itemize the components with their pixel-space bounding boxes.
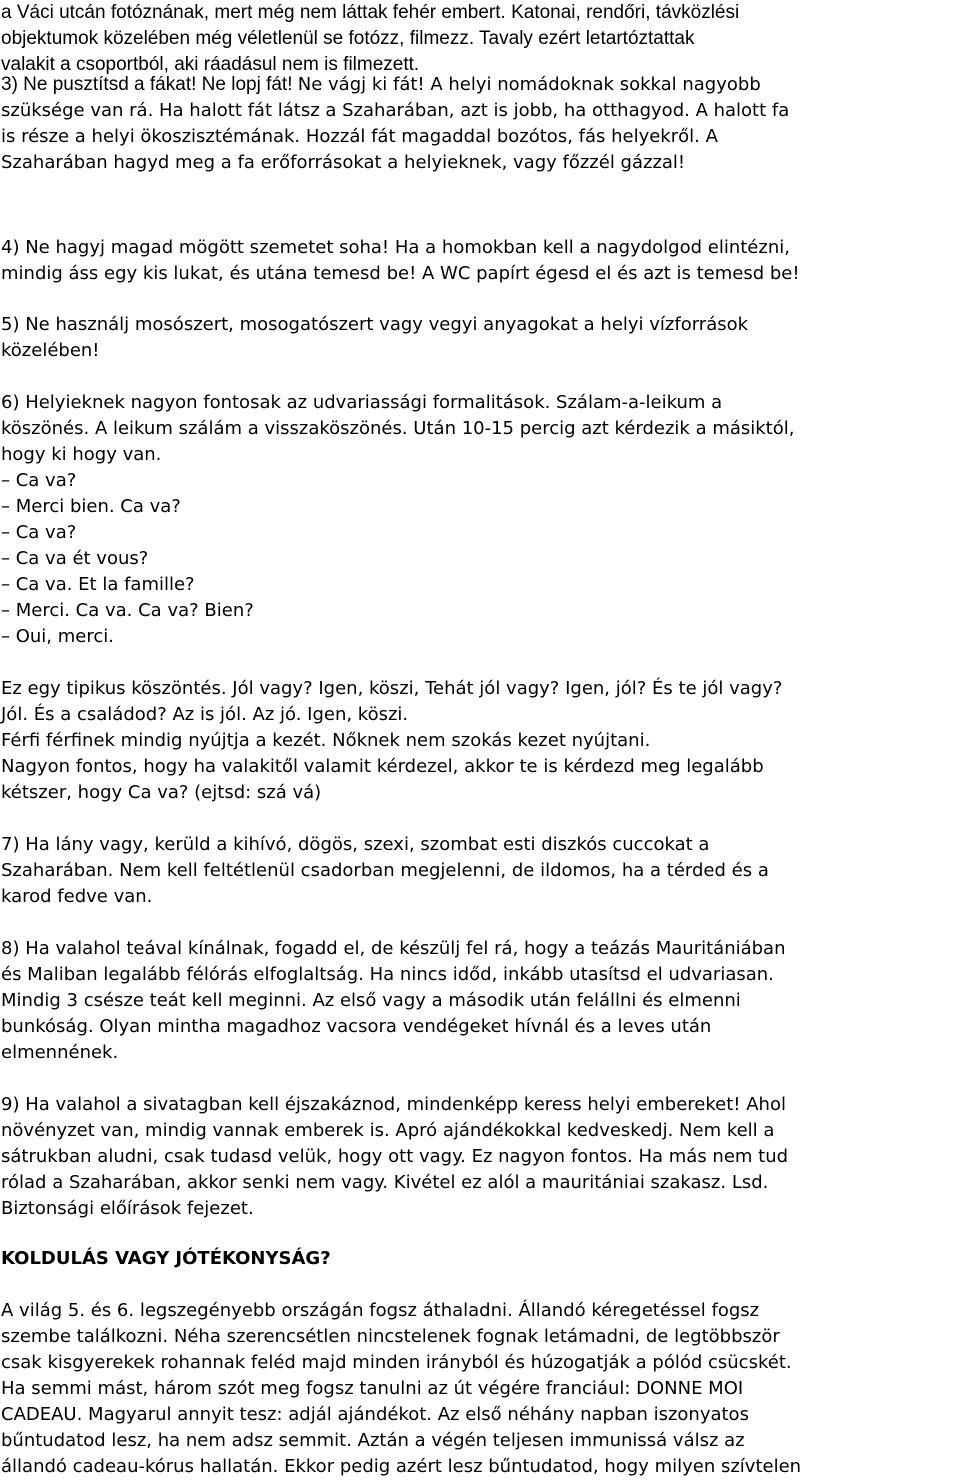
paragraph-rule-9 xyxy=(1,1092,957,1222)
text-line: és Maliban legalább félórás elfoglaltság. Ha nincs időd, inkább utasítsd el udvariasan. xyxy=(1,964,774,985)
dialogue-line: – Ca va? xyxy=(1,522,77,543)
text-line: Nagyon fontos, hogy ha valakitől valamit kérdezel, akkor te is kérdezd meg legalább xyxy=(1,756,764,777)
text-line: állandó cadeau-kórus hallatán. Ekkor pedig azért lesz bűntudatod, hogy milyen szívtelen xyxy=(1,1456,802,1477)
text-line: 4) Ne hagyj magad mögött szemetet soha! Ha a homokban kell a nagydolgod elintézni, xyxy=(1,237,790,258)
text-line: sátrukban aludni, csak tudasd velük, hogy ott vagy. Ez nagyon fontos. Ha más nem tud xyxy=(1,1146,789,1167)
text-line: Ez egy tipikus köszöntés. Jól vagy? Igen, köszi, Tehát jól vagy? Igen, jól? És te jól vagy? xyxy=(1,678,783,699)
dialogue-line: – Ca va? xyxy=(1,470,77,491)
text-line: csak kisgyerekek rohannak feléd majd minden irányból és húzogatják a pólód csücskét. xyxy=(1,1352,792,1373)
text-line: Biztonsági előírások fejezet. xyxy=(1,1198,254,1219)
text-line: kétszer, hogy Ca va? (ejtsd: szá vá) xyxy=(1,782,322,803)
text-line xyxy=(1,72,957,98)
text-line: köszönés. A leikum szálám a visszaköszönés. Után 10-15 percig azt kérdezik a másiktól, xyxy=(1,418,795,439)
text-line: bunkóság. Olyan mintha magadhoz vacsora vendégeket hívnál és a leves után xyxy=(1,1016,712,1037)
paragraph-rule-3 xyxy=(1,72,957,176)
text-line: Szaharában. Nem kell feltétlenül csadorban megjelenni, de ildomos, ha a térded és a xyxy=(1,860,769,881)
text-line: karod fedve van. xyxy=(1,886,153,907)
text-line: szembe találkozni. Néha szerencsétlen nincstelenek fognak letámadni, de legtöbbször xyxy=(1,1326,780,1347)
text-line: valakit a csoportból, aki ráadásul nem is filmezett. xyxy=(1,54,420,75)
text-fragment: 3) Ne pusztítsd a fákat! Ne lopj fát! xyxy=(1,74,298,95)
paragraph-rule-4 xyxy=(1,235,957,287)
paragraph-rule-7 xyxy=(1,832,957,910)
dialogue-line: – Merci. Ca va. Ca va? Bien? xyxy=(1,600,254,621)
text-line: Szaharában hagyd meg a fa erőforrásokat a helyieknek, vagy főzzél gázzal! xyxy=(1,152,686,173)
text-line: is része a helyi ökoszisztémának. Hozzál fát magaddal bozótos, fás helyekről. A xyxy=(1,126,718,147)
text-line: A világ 5. és 6. legszegényebb országán fogsz áthaladni. Állandó kéregetéssel fogsz xyxy=(1,1300,760,1321)
text-line: objektumok közelében még véletlenül se fotózz, filmezz. Tavaly ezért letartóztattak xyxy=(1,28,695,49)
paragraph-begging xyxy=(1,1298,957,1480)
text-line: szüksége van rá. Ha halott fát látsz a Szaharában, azt is jobb, ha otthagyod. A halott fa xyxy=(1,100,790,121)
text-line: elmennének. xyxy=(1,1042,119,1063)
text-line: közelében! xyxy=(1,340,100,361)
paragraph-photography xyxy=(1,0,957,78)
text-line: a Váci utcán fotóznának, mert még nem láttak fehér embert. Katonai, rendőri, távközlési xyxy=(1,2,740,23)
text-line: Ha semmi mást, három szót meg fogsz tanulni az út végére franciául: DONNE MOI xyxy=(1,1378,744,1399)
text-line: 7) Ha lány vagy, kerüld a kihívó, dögös, szexi, szombat esti diszkós cuccokat a xyxy=(1,834,710,855)
text-line: CADEAU. Magyarul annyit tesz: adjál ajándékot. Az első néhány napban iszonyatos xyxy=(1,1404,749,1425)
text-line: bűntudatod lesz, ha nem adsz semmit. Aztán a végén teljesen immunissá válsz az xyxy=(1,1430,745,1451)
text-line: Jól. És a családod? Az is jól. Az jó. Igen, köszi. xyxy=(1,704,409,725)
paragraph-rule-5 xyxy=(1,312,957,364)
text-line: 8) Ha valahol teával kínálnak, fogadd el, de készülj fel rá, hogy a teázás Mauritániában xyxy=(1,938,786,959)
paragraph-rule-6 xyxy=(1,390,957,650)
dialogue-line: – Ca va. Et la famille? xyxy=(1,574,195,595)
text-line: növényzet van, mindig vannak emberek is. Apró ajándékokkal kedveskedj. Nem kell a xyxy=(1,1120,775,1141)
text-line: 5) Ne használj mosószert, mosogatószert vagy vegyi anyagokat a helyi vízforrások xyxy=(1,314,749,335)
heading-text: KOLDULÁS VAGY JÓTÉKONYSÁG? xyxy=(1,1248,331,1269)
text-line: rólad a Szaharában, akkor senki nem vagy. Kivétel ez alól a mauritániai szakasz. Lsd. xyxy=(1,1172,769,1193)
text-line: 9) Ha valahol a sivatagban kell éjszakáznod, mindenképp keress helyi embereket! Ahol xyxy=(1,1094,786,1115)
paragraph-greeting xyxy=(1,676,957,806)
dialogue-line: – Ca va ét vous? xyxy=(1,548,149,569)
text-line: 6) Helyieknek nagyon fontosak az udvariassági formalitások. Szálam-a-leikum a xyxy=(1,392,723,413)
paragraph-rule-8 xyxy=(1,936,957,1066)
text-line: mindig áss egy kis lukat, és utána temesd be! A WC papírt égesd el és azt is temesd be! xyxy=(1,263,800,284)
dialogue-line: – Oui, merci. xyxy=(1,626,114,647)
text-fragment: Ne vágj ki fát! A helyi nomádoknak sokkal nagyobb xyxy=(297,74,761,95)
text-line: Férfi férfinek mindig nyújtja a kezét. Nőknek nem szokás kezet nyújtani. xyxy=(1,730,651,751)
section-heading xyxy=(1,1246,957,1272)
text-line: Mindig 3 csésze teát kell meginni. Az első vagy a második után felállni és elmenni xyxy=(1,990,741,1011)
dialogue-line: – Merci bien. Ca va? xyxy=(1,496,181,517)
text-line: hogy ki hogy van. xyxy=(1,444,162,465)
